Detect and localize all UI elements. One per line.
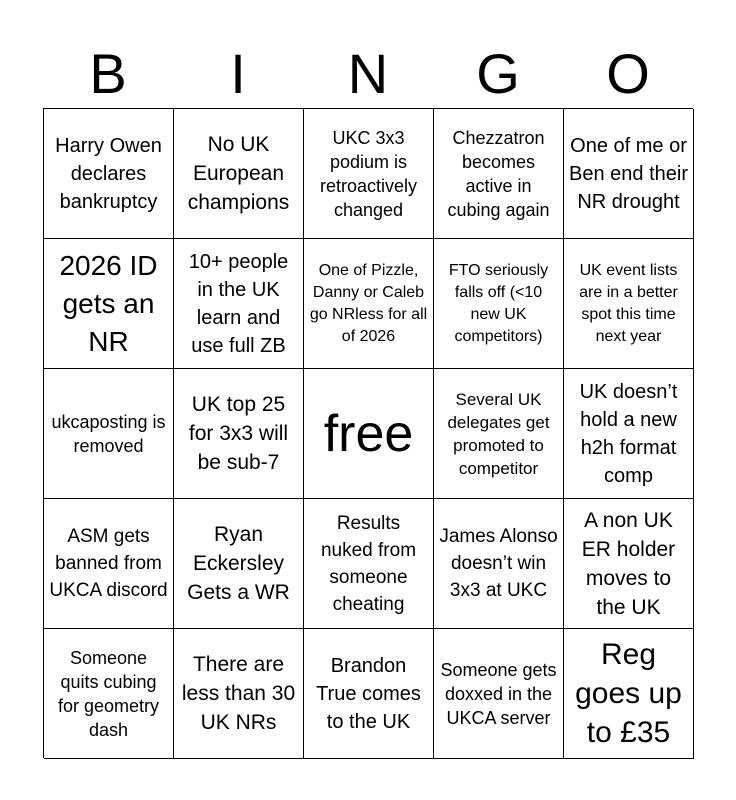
bingo-cell — [174, 109, 304, 239]
cell-text: Several UK delegates get promoted to competitor — [447, 389, 550, 478]
free-space-label: free — [323, 404, 414, 463]
free-space-cell — [304, 369, 434, 499]
bingo-cell — [564, 109, 694, 239]
cell-text: ukcaposting is removed — [51, 411, 166, 456]
bingo-cell — [44, 109, 174, 239]
header-letter-b: B — [89, 42, 127, 105]
cell-text: One of me or Ben end their NR drought — [569, 134, 688, 213]
bingo-cell — [304, 109, 434, 239]
bingo-cell — [174, 369, 304, 499]
bingo-header — [43, 44, 693, 104]
cell-text: Ryan Eckersley Gets a WR — [187, 523, 290, 604]
cell-text: There are less than 30 UK NRs — [181, 653, 296, 734]
cell-text: Brandon True comes to the UK — [316, 654, 421, 733]
bingo-cell — [564, 239, 694, 369]
cell-text: Chezzatron becomes active in cubing again — [447, 127, 550, 220]
bingo-cell — [564, 629, 694, 759]
cell-text: No UK European champions — [187, 133, 290, 214]
cell-text: One of Pizzle, Danny or Caleb go NRless for all of 2026 — [309, 261, 428, 345]
cell-text: Someone quits cubing for geometry dash — [57, 647, 160, 740]
cell-text: Someone gets doxxed in the UKCA server — [440, 659, 557, 728]
cell-text: James Alonso doesn’t win 3x3 at UKC — [439, 526, 558, 601]
bingo-board — [43, 108, 693, 758]
bingo-cell — [304, 629, 434, 759]
bingo-cell — [174, 629, 304, 759]
header-letter-o: O — [606, 42, 650, 105]
cell-text: Harry Owen declares bankruptcy — [55, 134, 162, 213]
cell-text: UKC 3x3 podium is retroactively changed — [319, 127, 418, 220]
bingo-cell — [304, 499, 434, 629]
bingo-cell — [434, 629, 564, 759]
bingo-cell — [304, 239, 434, 369]
cell-text: UK event lists are in a better spot this time next year — [579, 261, 678, 345]
cell-text: 10+ people in the UK learn and use full ZB — [188, 250, 289, 357]
cell-text: A non UK ER holder moves to the UK — [581, 508, 676, 619]
bingo-cell — [44, 629, 174, 759]
cell-text: FTO seriously falls off (<10 new UK competitors) — [448, 261, 549, 345]
cell-text: UK doesn’t hold a new h2h format comp — [579, 380, 678, 487]
cell-text: UK top 25 for 3x3 will be sub-7 — [188, 393, 289, 474]
header-letter-i: I — [230, 42, 246, 105]
bingo-cell — [434, 109, 564, 239]
bingo-cell — [174, 499, 304, 629]
bingo-cell — [434, 239, 564, 369]
bingo-cell — [564, 499, 694, 629]
bingo-cell — [434, 369, 564, 499]
bingo-cell — [44, 369, 174, 499]
cell-text: Results nuked from someone cheating — [320, 512, 417, 615]
cell-text: 2026 ID gets an NR — [59, 249, 158, 357]
cell-text: ASM gets banned from UKCA discord — [49, 526, 168, 601]
bingo-cell — [174, 239, 304, 369]
bingo-cell — [44, 499, 174, 629]
header-letter-g: G — [476, 42, 520, 105]
bingo-cell — [564, 369, 694, 499]
cell-text: Reg goes up to £35 — [575, 638, 682, 749]
header-letter-n: N — [347, 42, 389, 105]
bingo-cell — [434, 499, 564, 629]
bingo-cell — [44, 239, 174, 369]
